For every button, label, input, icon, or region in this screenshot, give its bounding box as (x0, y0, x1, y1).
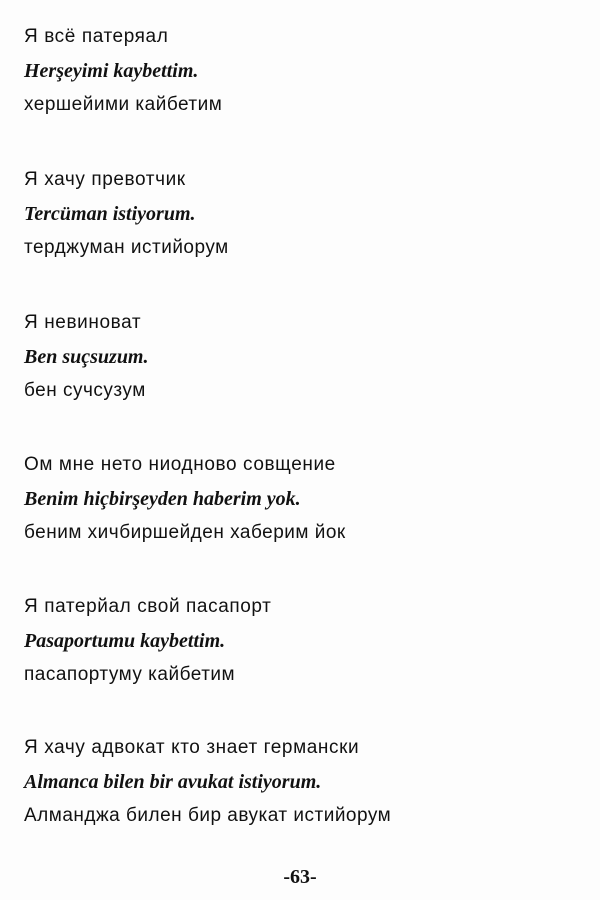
turkish-phrase: Benim hiçbirşeyden haberim yok. (24, 488, 301, 510)
page-number: -63- (283, 866, 317, 888)
phrase-entry-3 (24, 306, 584, 408)
russian-phrase: Я патерйал свой пасапорт (24, 596, 272, 617)
turkish-phrase: Tercüman istiyorum. (24, 203, 196, 225)
transcription: беним хичбиршейден хаберим йок (24, 522, 346, 543)
turkish-phrase: Almanca bilen bir avukat istiyorum. (24, 771, 322, 793)
turkish-phrase: Ben suçsuzum. (24, 346, 149, 368)
turkish-phrase: Herşeyimi kaybettim. (24, 60, 199, 82)
phrase-entry-5 (24, 590, 584, 692)
russian-phrase: Я всё патеряал (24, 26, 169, 47)
russian-phrase: Я хачу превотчик (24, 169, 186, 190)
russian-phrase: Я хачу адвокат кто знает германски (24, 737, 360, 758)
transcription: бен сучсузум (24, 380, 146, 401)
turkish-phrase: Pasaportumu kaybettim. (24, 630, 226, 652)
transcription: терджуман истийорум (24, 237, 229, 258)
phrase-entry-2 (24, 163, 584, 265)
transcription: пасапортуму кайбетим (24, 664, 236, 685)
phrase-entry-4 (24, 448, 584, 550)
russian-phrase: Я невиноват (24, 312, 142, 333)
transcription: Алманджа билен бир авукат истийорум (24, 805, 392, 826)
phrase-entry-6 (24, 731, 584, 833)
transcription: хершейими кайбетим (24, 94, 223, 115)
russian-phrase: Ом мне нето ниодново совщение (24, 454, 336, 475)
phrase-entry-1 (24, 20, 584, 122)
